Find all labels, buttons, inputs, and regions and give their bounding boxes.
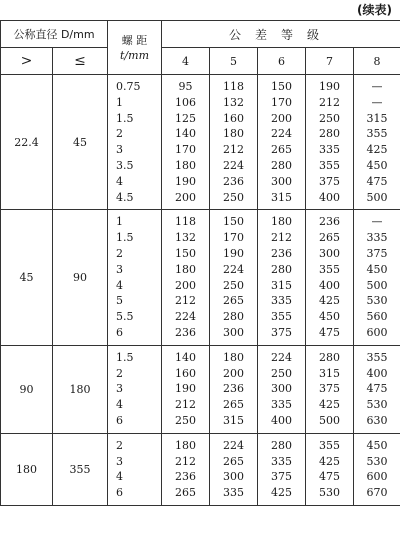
- tolerance-value: 450: [366, 262, 388, 276]
- tolerance-value: 180: [175, 262, 197, 276]
- tolerance-value: 224: [271, 127, 293, 141]
- pitch-value: 4: [116, 174, 124, 188]
- diameter-group-row: [1, 433, 400, 505]
- pitch-value: 5: [116, 294, 124, 308]
- pitch-header-unit: t/mm: [120, 48, 150, 62]
- tolerance-value: 160: [175, 366, 197, 380]
- grade-header-5: 5: [210, 48, 258, 75]
- grade-7-cell: [306, 433, 354, 505]
- nominal-diameter-header: 公称直径 D/mm: [1, 21, 108, 48]
- tolerance-value: 180: [223, 350, 245, 364]
- tolerance-value: 630: [366, 413, 388, 427]
- tolerance-value: 224: [223, 262, 245, 276]
- tolerance-value: 265: [271, 143, 293, 157]
- pitch-value: 3: [116, 454, 124, 468]
- diameter-gt-cell: 22.4: [1, 75, 53, 210]
- tolerance-value: 250: [175, 413, 197, 427]
- grade-8-cell: [354, 210, 400, 345]
- pitch-value: 5.5: [116, 310, 134, 324]
- tolerance-value: 300: [271, 174, 293, 188]
- pitch-header-label: 螺 距: [121, 33, 148, 47]
- diameter-le-cell: 45: [53, 75, 108, 210]
- tolerance-value: 450: [366, 438, 388, 452]
- tolerance-value: 190: [223, 246, 245, 260]
- tolerance-value: 355: [319, 438, 341, 452]
- tolerance-value: 300: [223, 470, 245, 484]
- grade-5-cell: [210, 433, 258, 505]
- tolerance-value: 280: [271, 438, 293, 452]
- tolerance-value: 400: [319, 278, 341, 292]
- tolerance-value: 500: [366, 190, 388, 204]
- pitch-value: 4: [116, 398, 124, 412]
- tolerance-value: 118: [175, 215, 197, 229]
- grade-5-cell: [210, 75, 258, 210]
- grade-8-cell: [354, 345, 400, 433]
- tolerance-value: 106: [175, 95, 197, 109]
- tolerance-value: 180: [223, 127, 245, 141]
- grade-6-cell: [258, 433, 306, 505]
- pitch-cell: [108, 210, 162, 345]
- tolerance-value: —: [371, 95, 383, 109]
- grade-7-cell: [306, 75, 354, 210]
- tolerance-value: 375: [319, 382, 341, 396]
- tolerance-value: 265: [319, 231, 341, 245]
- grade-6-cell: [258, 210, 306, 345]
- tolerance-value: 425: [319, 398, 341, 412]
- tolerance-value: 265: [223, 454, 245, 468]
- diameter-le-cell: 355: [53, 433, 108, 505]
- le-header: ≤: [53, 48, 108, 75]
- tolerance-value: 475: [366, 382, 388, 396]
- grade-7-cell: [306, 210, 354, 345]
- pitch-value: 3.5: [116, 158, 134, 172]
- pitch-value: 2: [116, 127, 124, 141]
- tolerance-value: 265: [223, 398, 245, 412]
- tolerance-value: 125: [175, 111, 197, 125]
- tolerance-value: 200: [175, 190, 197, 204]
- diameter-group-row: [1, 345, 400, 433]
- pitch-value: 6: [116, 413, 124, 427]
- tolerance-value: 150: [175, 246, 197, 260]
- tolerance-value: 212: [175, 454, 197, 468]
- tolerance-value: 250: [223, 278, 245, 292]
- pitch-cell: [108, 75, 162, 210]
- tolerance-value: 236: [175, 470, 197, 484]
- tolerance-value: 560: [366, 310, 388, 324]
- tolerance-value: 300: [223, 325, 245, 339]
- tolerance-value: 224: [271, 350, 293, 364]
- tolerance-value: 500: [319, 413, 341, 427]
- diameter-gt-cell: 90: [1, 345, 53, 433]
- pitch-value: 4: [116, 278, 124, 292]
- tolerance-value: 250: [271, 366, 293, 380]
- tolerance-value: 500: [366, 278, 388, 292]
- tolerance-value: 200: [175, 278, 197, 292]
- tolerance-value: 170: [175, 143, 197, 157]
- tolerance-value: 140: [175, 127, 197, 141]
- tolerance-value: 212: [319, 95, 341, 109]
- grade-4-cell: [162, 75, 210, 210]
- tolerance-value: 355: [366, 127, 388, 141]
- tolerance-value: 315: [271, 190, 293, 204]
- tolerance-value: 190: [175, 382, 197, 396]
- tolerance-value: 118: [223, 80, 245, 93]
- tolerance-value: 475: [366, 174, 388, 188]
- tolerance-value: 530: [366, 398, 388, 412]
- tolerance-value: 450: [319, 310, 341, 324]
- pitch-value: 2: [116, 366, 124, 380]
- tolerance-value: 335: [319, 143, 341, 157]
- pitch-cell: [108, 345, 162, 433]
- tolerance-value: 224: [223, 158, 245, 172]
- grade-header-7: 7: [306, 48, 354, 75]
- tolerance-value: 250: [223, 190, 245, 204]
- tolerance-value: 425: [271, 486, 293, 500]
- grade-6-cell: [258, 75, 306, 210]
- grade-header-6: 6: [258, 48, 306, 75]
- grade-8-cell: [354, 75, 400, 210]
- tolerance-value: 335: [271, 294, 293, 308]
- diameter-gt-cell: 180: [1, 433, 53, 505]
- header-row-1: [1, 21, 400, 48]
- pitch-value: 2: [116, 246, 124, 260]
- tolerance-value: 265: [175, 486, 197, 500]
- tolerance-value: 150: [223, 215, 245, 229]
- grade-5-cell: [210, 210, 258, 345]
- tolerance-value: 224: [175, 310, 197, 324]
- tolerance-value: 236: [271, 246, 293, 260]
- grade-8-cell: [354, 433, 400, 505]
- tolerance-value: 400: [319, 190, 341, 204]
- diameter-gt-cell: 45: [1, 210, 53, 345]
- thread-tolerance-table: [0, 20, 400, 506]
- grade-6-cell: [258, 345, 306, 433]
- tolerance-value: 425: [319, 294, 341, 308]
- tolerance-value: 190: [319, 80, 341, 93]
- grade-header-8: 8: [354, 48, 400, 75]
- pitch-value: 3: [116, 262, 124, 276]
- tolerance-value: 315: [319, 366, 341, 380]
- grade-4-cell: [162, 210, 210, 345]
- tolerance-value: 95: [178, 80, 193, 93]
- tolerance-value: 200: [223, 366, 245, 380]
- pitch-value: 2: [116, 438, 124, 452]
- tolerance-value: 315: [366, 111, 388, 125]
- tolerance-value: 224: [223, 438, 245, 452]
- tolerance-value: 450: [366, 158, 388, 172]
- tolerance-value: 375: [271, 325, 293, 339]
- tolerance-value: 250: [319, 111, 341, 125]
- tolerance-value: 475: [319, 325, 341, 339]
- tolerance-value: 160: [223, 111, 245, 125]
- tolerance-value: 400: [366, 366, 388, 380]
- tolerance-value: —: [371, 215, 383, 229]
- continuation-label: (续表): [357, 3, 392, 17]
- pitch-header: [108, 21, 162, 75]
- diameter-group-row: [1, 210, 400, 345]
- tolerance-value: 335: [271, 454, 293, 468]
- pitch-value: 4.5: [116, 190, 134, 204]
- tolerance-value: 190: [175, 174, 197, 188]
- tolerance-value: 300: [271, 382, 293, 396]
- pitch-value: 6: [116, 325, 124, 339]
- diameter-le-cell: 180: [53, 345, 108, 433]
- tolerance-value: 140: [175, 350, 197, 364]
- tolerance-value: 475: [319, 470, 341, 484]
- tolerance-value: 280: [319, 350, 341, 364]
- tolerance-value: 400: [271, 413, 293, 427]
- pitch-value: 6: [116, 486, 124, 500]
- header-row-2: [1, 48, 400, 75]
- tolerance-value: 530: [366, 454, 388, 468]
- pitch-value: 4: [116, 470, 124, 484]
- tolerance-value: 315: [271, 278, 293, 292]
- tolerance-value: 212: [271, 231, 293, 245]
- pitch-cell: [108, 433, 162, 505]
- tolerance-value: 600: [366, 470, 388, 484]
- tolerance-value: 180: [175, 438, 197, 452]
- diameter-group-row: [1, 75, 400, 210]
- tolerance-value: 375: [366, 246, 388, 260]
- tolerance-value: 425: [319, 454, 341, 468]
- tolerance-value: 600: [366, 325, 388, 339]
- tolerance-value: 212: [175, 294, 197, 308]
- grade-header-4: 4: [162, 48, 210, 75]
- tolerance-value: 530: [366, 294, 388, 308]
- tolerance-value: 280: [271, 262, 293, 276]
- tolerance-value: 335: [271, 398, 293, 412]
- tolerance-value: 180: [271, 215, 293, 229]
- tolerance-value: 280: [271, 158, 293, 172]
- diameter-le-cell: 90: [53, 210, 108, 345]
- tolerance-value: 280: [223, 310, 245, 324]
- tolerance-value: 355: [319, 158, 341, 172]
- tolerance-value: 212: [223, 143, 245, 157]
- tolerance-value: 236: [319, 215, 341, 229]
- grade-7-cell: [306, 345, 354, 433]
- tolerance-value: 236: [223, 174, 245, 188]
- tolerance-value: 425: [366, 143, 388, 157]
- grade-5-cell: [210, 345, 258, 433]
- tolerance-value: 265: [223, 294, 245, 308]
- pitch-value: 3: [116, 143, 124, 157]
- tolerance-grade-header: 公差等级: [162, 21, 400, 48]
- pitch-value: 1.5: [116, 111, 134, 125]
- tolerance-value: 236: [223, 382, 245, 396]
- tolerance-value: 170: [223, 231, 245, 245]
- tolerance-value: 200: [271, 111, 293, 125]
- grade-4-cell: [162, 433, 210, 505]
- pitch-value: 0.75: [116, 80, 141, 93]
- tolerance-value: 670: [366, 486, 388, 500]
- tolerance-value: 375: [271, 470, 293, 484]
- table-body: [1, 75, 400, 506]
- tolerance-value: 375: [319, 174, 341, 188]
- grade-4-cell: [162, 345, 210, 433]
- tolerance-value: 300: [319, 246, 341, 260]
- tolerance-value: 180: [175, 158, 197, 172]
- tolerance-value: 335: [366, 231, 388, 245]
- tolerance-value: 132: [223, 95, 245, 109]
- tolerance-value: 355: [271, 310, 293, 324]
- pitch-value: 3: [116, 382, 124, 396]
- gt-header: >: [1, 48, 53, 75]
- tolerance-value: 170: [271, 95, 293, 109]
- tolerance-value: 530: [319, 486, 341, 500]
- tolerance-value: 315: [223, 413, 245, 427]
- tolerance-value: 355: [366, 350, 388, 364]
- pitch-value: 1: [116, 215, 124, 229]
- tolerance-value: 132: [175, 231, 197, 245]
- tolerance-value: —: [371, 80, 383, 93]
- tolerance-value: 150: [271, 80, 293, 93]
- tolerance-value: 236: [175, 325, 197, 339]
- pitch-value: 1: [116, 95, 124, 109]
- pitch-value: 1.5: [116, 231, 134, 245]
- tolerance-value: 280: [319, 127, 341, 141]
- tolerance-value: 212: [175, 398, 197, 412]
- tolerance-value: 335: [223, 486, 245, 500]
- tolerance-value: 355: [319, 262, 341, 276]
- pitch-value: 1.5: [116, 350, 134, 364]
